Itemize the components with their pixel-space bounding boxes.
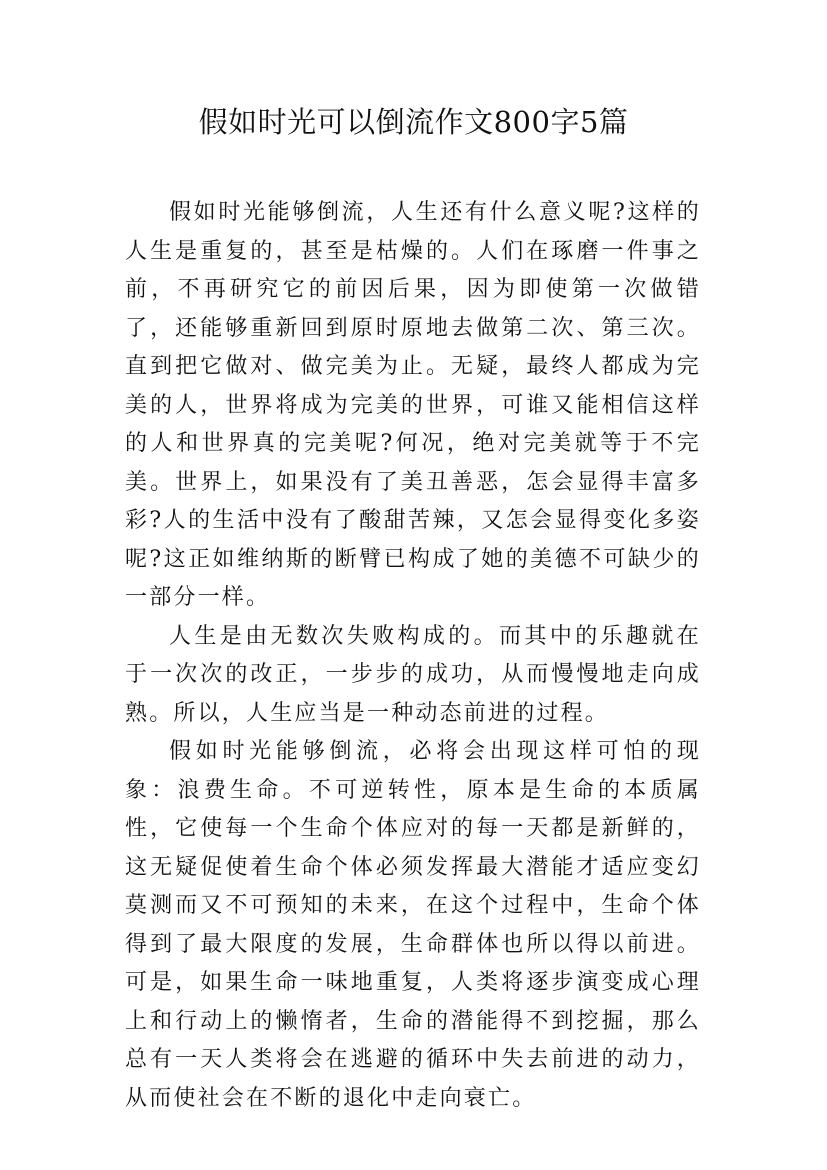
paragraph-3: 假如时光能够倒流，必将会出现这样可怕的现象：浪费生命。不可逆转性，原本是生命的本质属性，它使每一个生命个体应对的每一天都是新鲜的，这无疑促使着生命个体必须发挥最大潜能才适应变幻莫测而又不可预知的未来，在这个过程中，生命个体得到了最大限度的发展，生命群体也所以得以前进。可是，如果生命一味地重复，人类将逐步演变成心理上和行动上的懒惰者，生命的潜能得不到挖掘，那么总有一天人类将会在逃避的循环中失去前进的动力，从而使社会在不断的退化中走向衰亡。 xyxy=(125,739,701,1111)
paragraph-1: 假如时光能够倒流，人生还有什么意义呢?这样的人生是重复的，甚至是枯燥的。人们在琢磨一件事之前，不再研究它的前因后果，因为即使第一次做错了，还能够重新回到原时原地去做第二次、第三次。直到把它做对、做完美为止。无疑，最终人都成为完美的人，世界将成为完美的世界，可谁又能相信这样的人和世界真的完美呢?何况，绝对完美就等于不完美。世界上，如果没有了美丑善恶，怎会显得丰富多彩?人的生活中没有了酸甜苦辣，又怎会显得变化多姿呢?这正如维纳斯的断臂已构成了她的美德不可缺少的一部分一样。 xyxy=(125,200,701,610)
paragraph-2: 人生是由无数次失败构成的。而其中的乐趣就在于一次次的改正，一步步的成功，从而慢慢地走向成熟。所以，人生应当是一种动态前进的过程。 xyxy=(125,623,701,726)
document-body xyxy=(125,194,701,1118)
document-title: 假如时光可以倒流作文800字5篇 xyxy=(198,105,629,139)
